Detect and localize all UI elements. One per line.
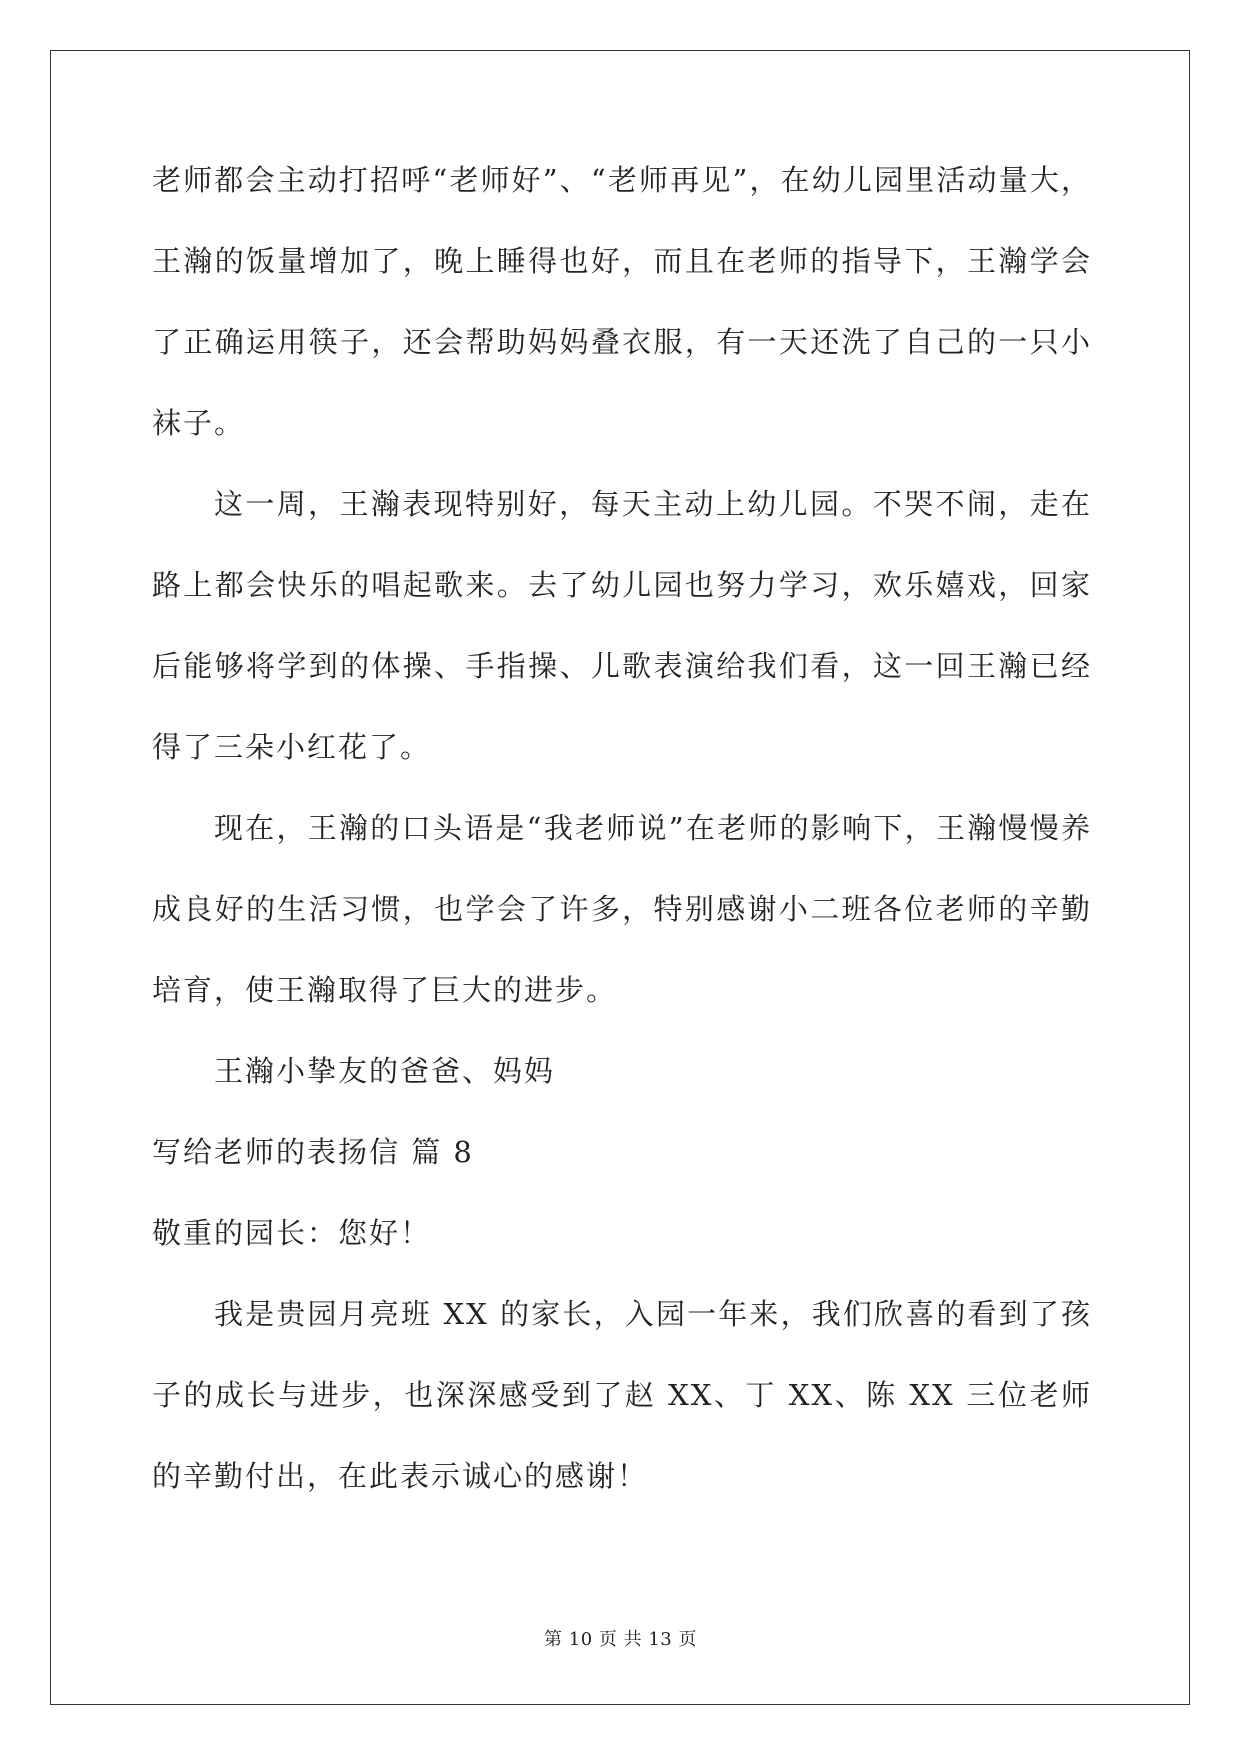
paragraph-letter-body: 我是贵园月亮班 XX 的家长，入园一年来，我们欣喜的看到了孩子的成长与进步，也深深感受到了赵 XX、丁 XX、陈 XX 三位老师的辛勤付出，在此表示诚心的感谢！ [152,1297,1092,1493]
salutation: 敬重的园长：您好！ [152,1216,432,1250]
section-heading: 写给老师的表扬信 篇 8 [152,1135,474,1169]
signature-line: 王瀚小挚友的爸爸、妈妈 [214,1054,556,1088]
paragraph-continued: 老师都会主动打招呼“老师好”、“老师再见”，在幼儿园里活动量大，王瀚的饭量增加了，晚上睡得也好，而且在老师的指导下，王瀚学会了正确运用筷子，还会帮助妈妈叠衣服，有一天还洗了自己的一只小袜子。 [152,163,1092,440]
document-body [152,140,1092,1517]
paragraph-this-week: 这一周，王瀚表现特别好，每天主动上幼儿园。不哭不闹，走在路上都会快乐的唱起歌来。去了幼儿园也努力学习，欢乐嬉戏，回家后能够将学到的体操、手指操、儿歌表演给我们看，这一回王瀚已经得了三朵小红花了。 [152,487,1092,764]
paragraph-now: 现在，王瀚的口头语是“我老师说”在老师的影响下，王瀚慢慢养成良好的生活习惯，也学会了许多，特别感谢小二班各位老师的辛勤培育，使王瀚取得了巨大的进步。 [152,811,1092,1007]
page-number: 第 10 页 共 13 页 [544,1629,697,1650]
